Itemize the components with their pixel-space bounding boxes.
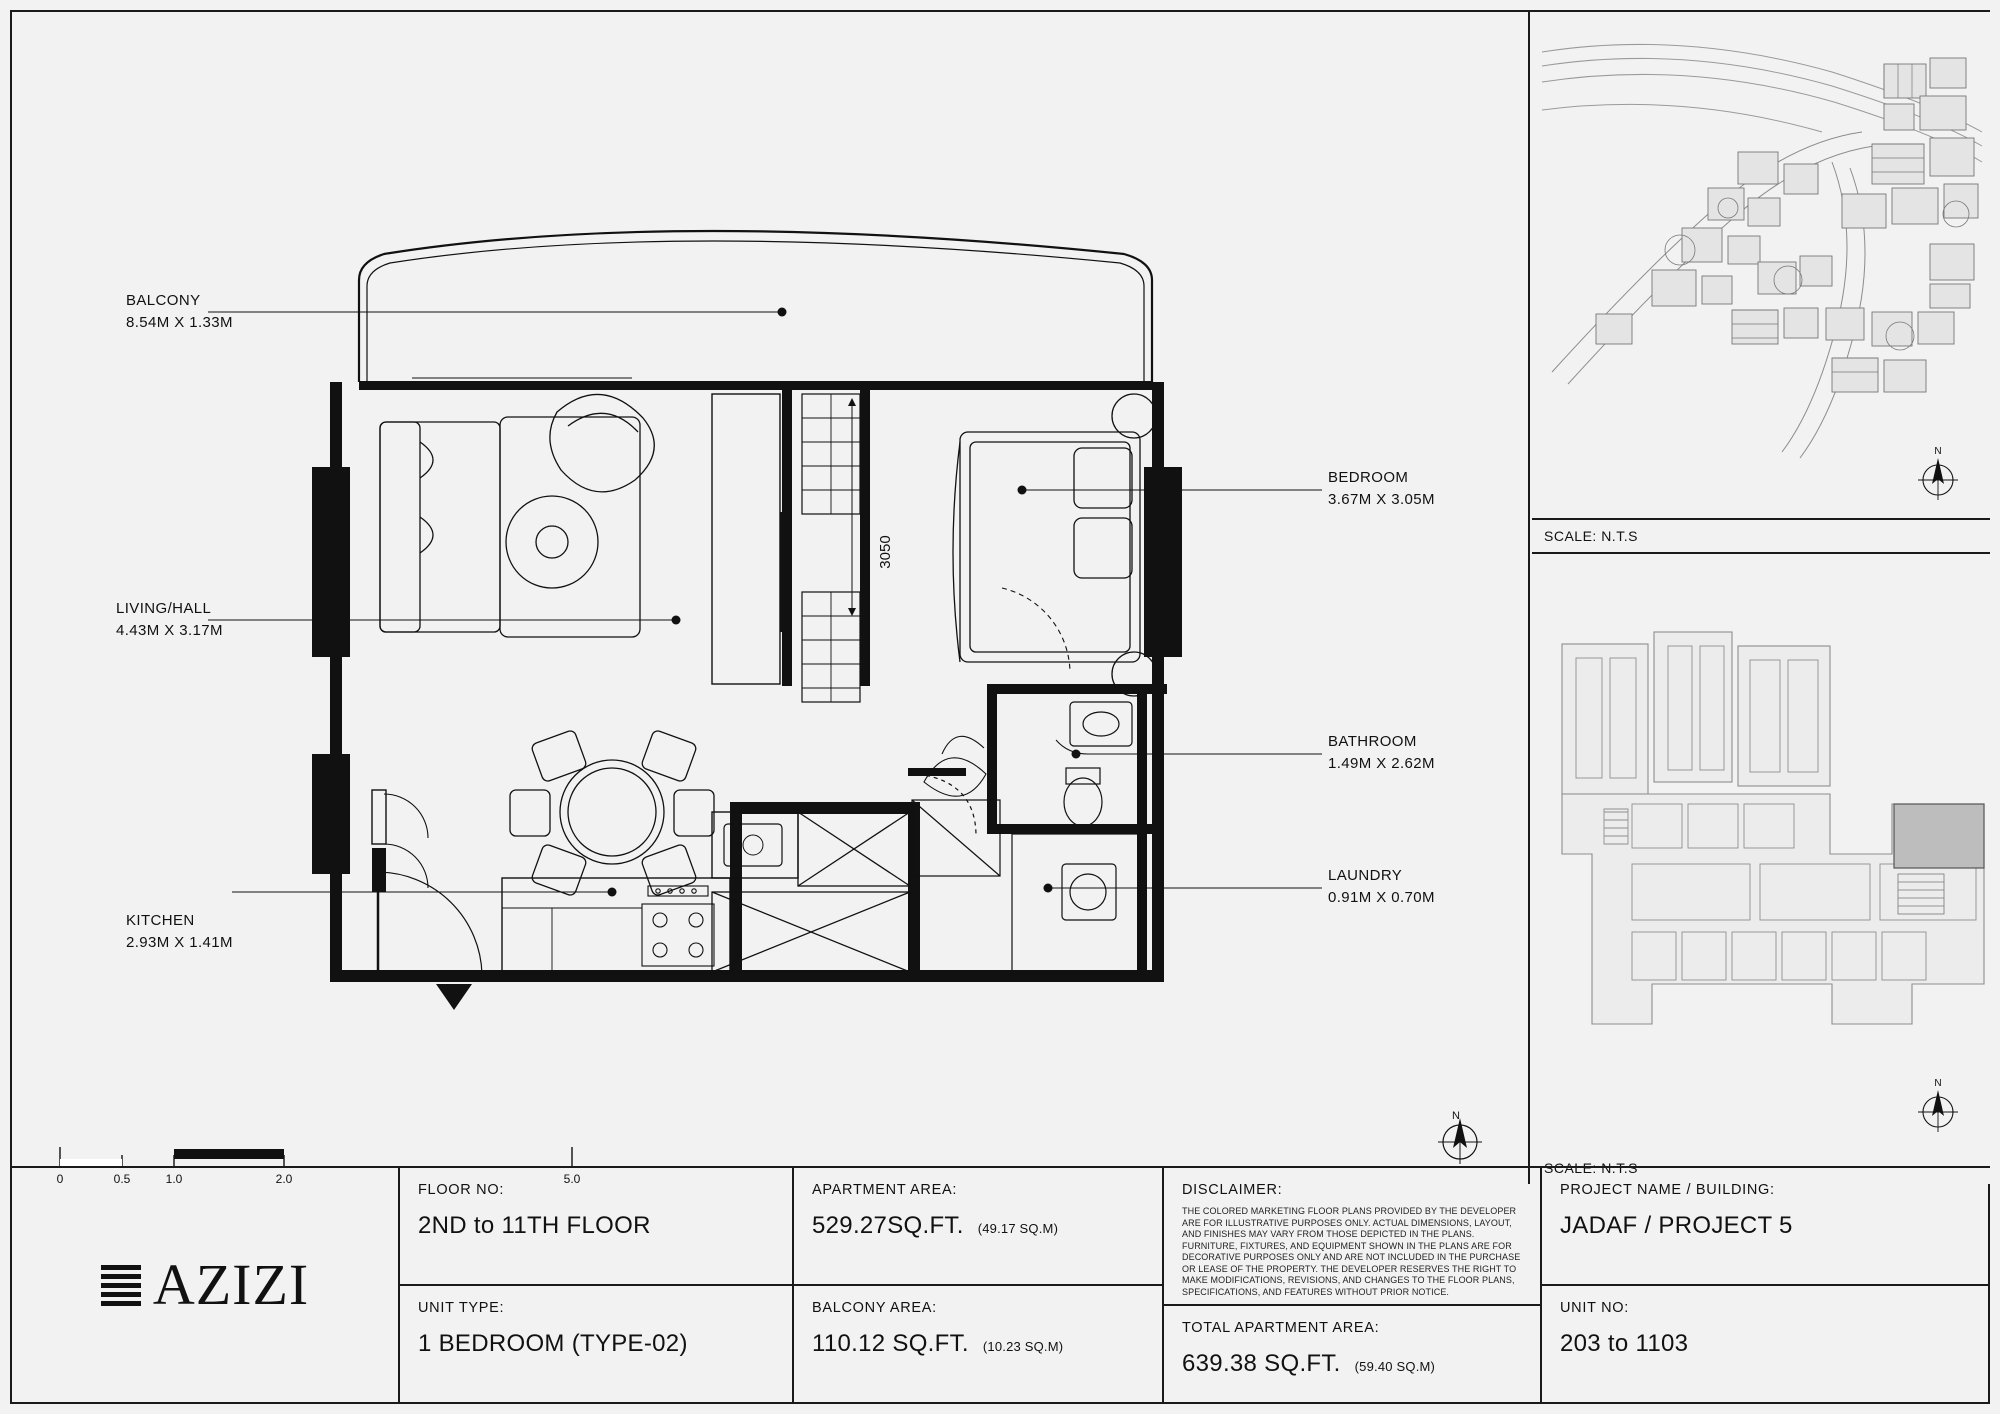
project-label: PROJECT NAME / BUILDING:: [1560, 1182, 1775, 1198]
scale-tick-4: 5.0: [563, 1172, 581, 1186]
callout-bathroom-title: BATHROOM: [1328, 733, 1417, 750]
total-area-cell: [1164, 1306, 1540, 1402]
sheet-border: [10, 10, 1990, 1404]
unit-no-label: UNIT NO:: [1560, 1300, 1629, 1316]
scale-tick-2: 1.0: [165, 1172, 183, 1186]
unit-no-value: 203 to 1103: [1560, 1330, 1689, 1357]
scale-tick-1: 0.5: [113, 1172, 131, 1186]
logo-text: AZIZI: [152, 1252, 310, 1317]
unit-type-value: 1 BEDROOM (TYPE-02): [418, 1330, 688, 1357]
balcony-area-label: BALCONY AREA:: [812, 1300, 937, 1316]
disclaimer-label: DISCLAIMER:: [1182, 1182, 1283, 1198]
callout-kitchen: [126, 910, 233, 954]
compass-north-label: N: [1452, 1110, 1460, 1122]
callout-living-hall-title: LIVING/HALL: [116, 600, 212, 617]
site-scale-label: SCALE: N.T.S: [1544, 1160, 1638, 1176]
apartment-area-label: APARTMENT AREA:: [812, 1182, 958, 1198]
unit-type-cell: [400, 1286, 792, 1402]
callout-bedroom-title: BEDROOM: [1328, 469, 1409, 486]
callout-bedroom-dim: 3.67M X 3.05M: [1328, 491, 1435, 508]
total-area-sub: (59.40 SQ.M): [1354, 1359, 1436, 1374]
callout-laundry: [1328, 865, 1435, 909]
title-block: [12, 1166, 1990, 1402]
site-compass: [1908, 1078, 1968, 1138]
apartment-area-cell: [794, 1168, 1162, 1286]
internal-dimension-label: 3050: [877, 535, 894, 569]
scale-tick-0: 0: [56, 1172, 64, 1186]
plan-vector: [12, 12, 1530, 1184]
callout-balcony-dim: 8.54M X 1.33M: [126, 314, 233, 331]
floor-plan-drawing: [12, 12, 1530, 1184]
disclaimer-column: [1164, 1168, 1542, 1402]
total-area-value: 639.38 SQ.FT.: [1182, 1350, 1341, 1377]
project-value: JADAF / PROJECT 5: [1560, 1212, 1793, 1239]
compass-rose: [1438, 1118, 1482, 1164]
area-column: [794, 1168, 1164, 1402]
disclaimer-text: THE COLORED MARKETING FLOOR PLANS PROVIDED BY THE DEVELOPER ARE FOR ILLUSTRATIVE PURPOSES ONLY. ACTUAL DIMENSIONS, LAYOUT, AND FINISHES MAY VARY FROM THOSE DEPICTED IN THE PLANS. FURNITURE, FIXTURES, AND EQUIPMENT SHOWN IN THE PLANS ARE FOR DECORATIVE PURPOSES ONLY AND ARE NOT INCLUDED IN THE PURCHASE OR LEASE OF THE PROPERTY. THE DEVELOPER RESERVES THE RIGHT TO MAKE MODIFICATIONS, REVISIONS, AND CHANGES TO THE FLOOR PLANS, SPECIFICATIONS, AND FEATURES WITHOUT PRIOR NOTICE.: [1182, 1206, 1521, 1297]
svg-text:N: N: [1934, 1078, 1942, 1089]
apartment-area-value: 529.27SQ.FT.: [812, 1212, 964, 1239]
unit-type-label: UNIT TYPE:: [418, 1300, 505, 1316]
svg-text:N: N: [1934, 446, 1942, 457]
balcony-area-sub: (10.23 SQ.M): [982, 1339, 1064, 1354]
total-area-label: TOTAL APARTMENT AREA:: [1182, 1320, 1380, 1336]
brand-logo: [12, 1168, 400, 1402]
callout-bathroom: [1328, 731, 1435, 775]
callout-bedroom: [1328, 467, 1435, 511]
context-map-panel: [1532, 12, 1990, 554]
context-scale-divider: [1532, 518, 1990, 520]
scale-tick-3: 2.0: [275, 1172, 293, 1186]
logo-bars-icon: [101, 1265, 141, 1306]
unit-no-cell: [1542, 1286, 1990, 1402]
floor-no-cell: [400, 1168, 792, 1286]
site-plan-panel: [1532, 554, 1990, 1184]
callout-laundry-dim: 0.91M X 0.70M: [1328, 889, 1435, 906]
site-plan-vector: [1532, 554, 1990, 1144]
disclaimer-cell: [1164, 1168, 1540, 1306]
callout-bathroom-dim: 1.49M X 2.62M: [1328, 755, 1435, 772]
callout-living-hall-dim: 4.43M X 3.17M: [116, 622, 223, 639]
context-map-vector: [1532, 12, 1990, 517]
context-compass: [1908, 446, 1968, 506]
callout-balcony-title: BALCONY: [126, 292, 201, 309]
callout-balcony: [126, 290, 233, 334]
callout-laundry-title: LAUNDRY: [1328, 867, 1403, 884]
callout-kitchen-dim: 2.93M X 1.41M: [126, 934, 233, 951]
right-column: [1532, 12, 1990, 1184]
floor-unit-column: [400, 1168, 794, 1402]
balcony-area-cell: [794, 1286, 1162, 1402]
project-column: [1542, 1168, 1990, 1402]
floor-no-value: 2ND to 11TH FLOOR: [418, 1212, 651, 1239]
floor-no-label: FLOOR NO:: [418, 1182, 505, 1198]
callout-living-hall: [116, 598, 223, 642]
context-scale-label: SCALE: N.T.S: [1544, 528, 1638, 544]
balcony-area-value: 110.12 SQ.FT.: [812, 1330, 969, 1357]
callout-kitchen-title: KITCHEN: [126, 912, 195, 929]
project-name-cell: [1542, 1168, 1990, 1286]
apartment-area-sub: (49.17 SQ.M): [977, 1221, 1059, 1236]
